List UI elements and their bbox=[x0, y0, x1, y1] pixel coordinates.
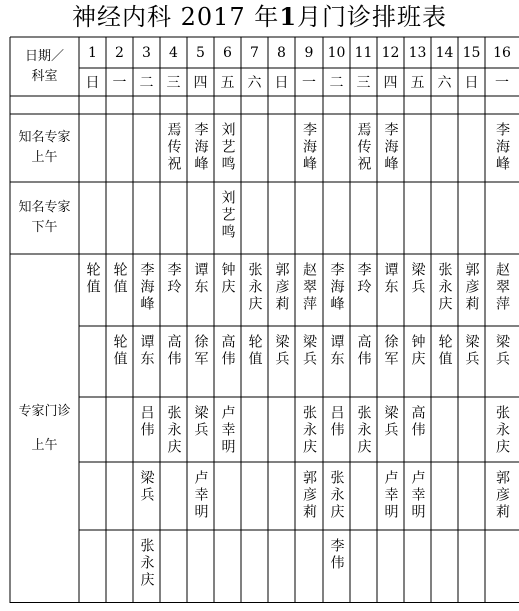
header-weekday bbox=[241, 68, 268, 96]
doctor-name: 张永庆 bbox=[436, 262, 453, 313]
schedule-cell bbox=[485, 254, 519, 334]
schedule-cell bbox=[295, 397, 323, 470]
schedule-cell bbox=[485, 462, 519, 538]
schedule-cell bbox=[187, 182, 214, 262]
schedule-cell bbox=[187, 254, 214, 334]
schedule-cell bbox=[350, 326, 377, 405]
schedule-cell bbox=[268, 397, 295, 470]
schedule-cell bbox=[241, 397, 268, 470]
header-date bbox=[404, 37, 431, 68]
header-weekday bbox=[377, 68, 404, 96]
header-date-label: 10 bbox=[327, 44, 346, 61]
schedule-cell bbox=[133, 326, 160, 405]
schedule-cell bbox=[431, 530, 458, 611]
header-weekday-label: 二 bbox=[139, 75, 154, 91]
schedule-cell bbox=[106, 182, 133, 262]
schedule-cell bbox=[187, 114, 214, 190]
header-date-label: 15 bbox=[462, 44, 481, 61]
doctor-name: 李玲 bbox=[165, 262, 182, 296]
doctor-name: 谭东 bbox=[138, 334, 155, 368]
schedule-cell bbox=[377, 530, 404, 611]
section-label-line2: 下午 bbox=[31, 220, 58, 235]
doctor-name: 轮值 bbox=[84, 262, 101, 296]
schedule-cell bbox=[323, 397, 350, 470]
header-date-label: 7 bbox=[250, 44, 259, 61]
doctor-name: 焉传祝 bbox=[355, 122, 372, 173]
doctor-name: 卢幸明 bbox=[382, 470, 399, 521]
doctor-name: 梁兵 bbox=[301, 334, 317, 368]
header-weekday bbox=[350, 68, 377, 96]
header-weekday bbox=[404, 68, 431, 96]
header-date bbox=[133, 37, 160, 68]
schedule-cell bbox=[214, 326, 241, 405]
doctor-name: 高伟 bbox=[165, 334, 182, 368]
schedule-cell bbox=[350, 254, 377, 334]
doctor-name: 刘艺鸣 bbox=[219, 122, 236, 173]
schedule-cell bbox=[377, 397, 404, 470]
schedule-cell bbox=[458, 114, 485, 190]
schedule-cell bbox=[431, 114, 458, 190]
doctor-name: 卢幸明 bbox=[219, 405, 236, 456]
schedule-cell bbox=[323, 462, 350, 538]
doctor-name: 李海峰 bbox=[494, 122, 510, 173]
doctor-name: 徐军 bbox=[192, 334, 209, 368]
doctor-name: 李海峰 bbox=[138, 262, 155, 313]
schedule-cell bbox=[106, 254, 133, 334]
doctor-name: 李海峰 bbox=[328, 262, 345, 313]
header-weekday-label: 日 bbox=[274, 75, 289, 91]
doctor-name: 梁兵 bbox=[494, 334, 510, 368]
schedule-cell bbox=[79, 530, 106, 611]
header-date-label: 2 bbox=[115, 44, 124, 61]
corner-label-department: 科室 bbox=[31, 68, 58, 84]
schedule-cell bbox=[214, 462, 241, 538]
schedule-cell bbox=[323, 254, 350, 334]
section-label bbox=[10, 182, 79, 254]
header-date-label: 3 bbox=[142, 44, 151, 61]
section-label-line2: 上午 bbox=[31, 437, 58, 453]
schedule-cell bbox=[458, 182, 485, 262]
schedule-cell bbox=[485, 326, 519, 405]
schedule-cell bbox=[241, 114, 268, 190]
doctor-name: 梁兵 bbox=[382, 405, 399, 439]
schedule-cell bbox=[79, 254, 106, 334]
doctor-name: 赵翠萍 bbox=[301, 262, 317, 313]
doctor-name: 钟庆 bbox=[409, 334, 426, 368]
doctor-name: 梁兵 bbox=[192, 405, 209, 439]
doctor-name: 郭彦莉 bbox=[463, 262, 480, 313]
header-weekday bbox=[458, 68, 485, 96]
header-corner bbox=[10, 37, 79, 96]
corner-label-date: 日期／ bbox=[24, 48, 64, 64]
schedule-cell bbox=[404, 182, 431, 262]
section-label bbox=[10, 254, 79, 603]
header-weekday bbox=[485, 68, 519, 96]
page-title bbox=[0, 0, 519, 34]
doctor-name: 卢幸明 bbox=[192, 470, 209, 521]
header-weekday-label: 三 bbox=[356, 75, 371, 91]
doctor-name: 吕伟 bbox=[138, 405, 155, 439]
schedule-cell bbox=[187, 397, 214, 470]
schedule-cell bbox=[160, 326, 187, 405]
doctor-name: 谭东 bbox=[328, 334, 345, 368]
section-label bbox=[10, 114, 79, 182]
schedule-cell bbox=[404, 254, 431, 334]
schedule-cell bbox=[160, 254, 187, 334]
schedule-cell bbox=[350, 462, 377, 538]
header-date bbox=[79, 37, 106, 68]
schedule-cell bbox=[377, 254, 404, 334]
schedule-cell bbox=[377, 326, 404, 405]
header-weekday-label: 二 bbox=[329, 75, 344, 91]
schedule-cell bbox=[133, 397, 160, 470]
schedule-cell bbox=[268, 326, 295, 405]
schedule-cell bbox=[106, 326, 133, 405]
section-label-line1: 知名专家 bbox=[18, 200, 71, 215]
schedule-cell bbox=[187, 326, 214, 405]
schedule-cell bbox=[377, 182, 404, 262]
schedule-cell bbox=[350, 182, 377, 262]
header-date bbox=[106, 37, 133, 68]
schedule-cell bbox=[268, 114, 295, 190]
schedule-cell bbox=[295, 462, 323, 538]
doctor-name: 钟庆 bbox=[219, 262, 236, 296]
header-weekday bbox=[323, 68, 350, 96]
doctor-name: 高伟 bbox=[355, 334, 372, 368]
schedule-cell bbox=[268, 462, 295, 538]
header-date-label: 1 bbox=[88, 44, 97, 61]
header-date-label: 9 bbox=[304, 44, 314, 61]
doctor-name: 吕伟 bbox=[328, 405, 345, 439]
header-date-label: 12 bbox=[381, 44, 400, 61]
doctor-name: 梁兵 bbox=[273, 334, 290, 368]
schedule-cell bbox=[268, 530, 295, 611]
schedule-cell bbox=[187, 530, 214, 611]
header-weekday bbox=[79, 68, 106, 96]
header-weekday bbox=[160, 68, 187, 96]
header-weekday bbox=[133, 68, 160, 96]
schedule-cell bbox=[323, 114, 350, 190]
schedule-cell bbox=[404, 114, 431, 190]
schedule-cell bbox=[241, 254, 268, 334]
schedule-cell bbox=[431, 397, 458, 470]
doctor-name: 卢幸明 bbox=[409, 470, 426, 521]
header-date bbox=[295, 37, 323, 68]
schedule-cell bbox=[268, 182, 295, 262]
doctor-name: 谭东 bbox=[382, 262, 399, 296]
doctor-name: 高伟 bbox=[409, 405, 426, 439]
doctor-name: 张永庆 bbox=[494, 405, 510, 456]
header-weekday-label: 五 bbox=[220, 75, 235, 91]
schedule-cell bbox=[485, 397, 519, 470]
schedule-cell bbox=[295, 114, 323, 190]
schedule-cell bbox=[106, 397, 133, 470]
schedule-cell bbox=[404, 462, 431, 538]
schedule-cell bbox=[323, 326, 350, 405]
schedule-cell bbox=[431, 182, 458, 262]
header-date-label: 11 bbox=[354, 44, 373, 61]
schedule-cell bbox=[377, 462, 404, 538]
header-weekday-label: 一 bbox=[112, 75, 127, 91]
schedule-cell bbox=[485, 530, 519, 611]
schedule-cell bbox=[241, 530, 268, 611]
doctor-name: 李伟 bbox=[328, 538, 345, 572]
header-weekday-label: 一 bbox=[302, 75, 316, 91]
header-date bbox=[458, 37, 485, 68]
header-weekday bbox=[106, 68, 133, 96]
schedule-cell bbox=[79, 182, 106, 262]
header-date bbox=[350, 37, 377, 68]
schedule-cell bbox=[79, 326, 106, 405]
schedule-cell bbox=[160, 182, 187, 262]
schedule-cell bbox=[160, 114, 187, 190]
schedule-cell bbox=[323, 182, 350, 262]
schedule-cell bbox=[485, 114, 519, 190]
doctor-name: 李玲 bbox=[355, 262, 372, 296]
section-label-line1: 知名专家 bbox=[18, 130, 71, 145]
schedule-cell bbox=[295, 326, 323, 405]
header-weekday-label: 六 bbox=[247, 75, 262, 91]
header-weekday-label: 四 bbox=[383, 75, 398, 91]
doctor-name: 梁兵 bbox=[409, 262, 426, 296]
schedule-cell bbox=[79, 397, 106, 470]
schedule-cell bbox=[187, 462, 214, 538]
doctor-name: 郭彦莉 bbox=[273, 262, 290, 313]
section-label-line2: 上午 bbox=[31, 150, 58, 165]
schedule-cell bbox=[458, 326, 485, 405]
doctor-name: 李海峰 bbox=[192, 122, 209, 173]
doctor-name: 高伟 bbox=[219, 334, 236, 368]
doctor-name: 谭东 bbox=[192, 262, 209, 296]
section-label-line1: 专家门诊 bbox=[18, 403, 71, 419]
schedule-cell bbox=[404, 326, 431, 405]
schedule-cell bbox=[133, 462, 160, 538]
doctor-name: 郭彦莉 bbox=[301, 470, 317, 521]
doctor-name: 张永庆 bbox=[328, 470, 345, 521]
doctor-name: 张永庆 bbox=[246, 262, 263, 313]
header-date-label: 14 bbox=[435, 44, 454, 61]
title-month: 1 bbox=[279, 2, 298, 31]
doctor-name: 徐军 bbox=[382, 334, 399, 368]
doctor-name: 张永庆 bbox=[138, 538, 155, 589]
doctor-name: 轮值 bbox=[246, 334, 263, 368]
header-date-label: 8 bbox=[277, 44, 286, 61]
doctor-name: 梁兵 bbox=[138, 470, 155, 504]
schedule-cell bbox=[350, 397, 377, 470]
schedule-cell bbox=[133, 182, 160, 262]
doctor-name: 张永庆 bbox=[355, 405, 372, 456]
schedule-cell bbox=[106, 114, 133, 190]
schedule-cell bbox=[241, 462, 268, 538]
header-weekday-label: 一 bbox=[495, 75, 509, 91]
doctor-name: 梁兵 bbox=[463, 334, 480, 368]
header-date bbox=[323, 37, 350, 68]
header-date bbox=[431, 37, 458, 68]
schedule-cell bbox=[79, 114, 106, 190]
schedule-cell bbox=[458, 397, 485, 470]
doctor-name: 张永庆 bbox=[301, 405, 317, 456]
schedule-cell bbox=[431, 254, 458, 334]
schedule-cell bbox=[214, 397, 241, 470]
header-weekday bbox=[268, 68, 295, 96]
doctor-name: 轮值 bbox=[436, 334, 453, 368]
header-weekday-label: 四 bbox=[193, 75, 208, 91]
header-date bbox=[268, 37, 295, 68]
header-weekday-label: 日 bbox=[464, 75, 479, 91]
doctor-name: 张永庆 bbox=[165, 405, 182, 456]
doctor-name: 焉传祝 bbox=[165, 122, 182, 173]
schedule-cell bbox=[485, 182, 519, 262]
schedule-cell bbox=[160, 530, 187, 611]
schedule-cell bbox=[160, 462, 187, 538]
schedule-cell bbox=[106, 530, 133, 611]
header-date bbox=[485, 37, 519, 68]
doctor-name: 李海峰 bbox=[382, 122, 399, 173]
schedule-cell bbox=[241, 182, 268, 262]
doctor-name: 赵翠萍 bbox=[494, 262, 510, 313]
schedule-cell bbox=[214, 182, 241, 262]
schedule-cell bbox=[458, 462, 485, 538]
doctor-name: 轮值 bbox=[111, 334, 128, 368]
doctor-name: 轮值 bbox=[111, 262, 128, 296]
schedule-cell bbox=[295, 182, 323, 262]
title-prefix: 神经内科 2017 年 bbox=[71, 3, 280, 31]
schedule-cell bbox=[214, 114, 241, 190]
header-date-label: 16 bbox=[493, 44, 511, 61]
header-date bbox=[241, 37, 268, 68]
header-date-label: 13 bbox=[408, 44, 427, 61]
schedule-cell bbox=[214, 530, 241, 611]
header-weekday-label: 六 bbox=[437, 75, 452, 91]
schedule-cell bbox=[295, 254, 323, 334]
header-date bbox=[160, 37, 187, 68]
schedule-cell bbox=[404, 397, 431, 470]
schedule-cell bbox=[241, 326, 268, 405]
schedule-cell bbox=[268, 254, 295, 334]
header-weekday bbox=[187, 68, 214, 96]
schedule-cell bbox=[160, 397, 187, 470]
header-date-label: 5 bbox=[196, 44, 205, 61]
header-weekday bbox=[214, 68, 241, 96]
header-weekday-label: 五 bbox=[410, 75, 425, 91]
header-weekday bbox=[431, 68, 458, 96]
header-date-label: 4 bbox=[169, 44, 178, 61]
header-weekday-label: 日 bbox=[85, 75, 100, 91]
schedule-cell bbox=[404, 530, 431, 611]
header-date bbox=[214, 37, 241, 68]
schedule-cell bbox=[350, 114, 377, 190]
schedule-cell bbox=[106, 462, 133, 538]
schedule-cell bbox=[323, 530, 350, 611]
schedule-cell bbox=[377, 114, 404, 190]
header-date-label: 6 bbox=[223, 44, 232, 61]
schedule-cell bbox=[133, 530, 160, 611]
header-date bbox=[187, 37, 214, 68]
schedule-cell bbox=[458, 254, 485, 334]
doctor-name: 李海峰 bbox=[301, 122, 317, 173]
schedule-cell bbox=[295, 530, 323, 611]
schedule-cell bbox=[458, 530, 485, 611]
schedule-cell bbox=[350, 530, 377, 611]
doctor-name: 刘艺鸣 bbox=[219, 190, 236, 241]
header-weekday bbox=[295, 68, 323, 96]
schedule-cell bbox=[431, 462, 458, 538]
header-date bbox=[377, 37, 404, 68]
header-weekday-label: 三 bbox=[166, 75, 181, 91]
schedule-cell bbox=[214, 254, 241, 334]
schedule-cell bbox=[133, 254, 160, 334]
title-suffix: 月门诊排班表 bbox=[297, 3, 448, 31]
doctor-name: 郭彦莉 bbox=[494, 470, 510, 521]
schedule-cell bbox=[431, 326, 458, 405]
schedule-cell bbox=[133, 114, 160, 190]
schedule-cell bbox=[79, 462, 106, 538]
